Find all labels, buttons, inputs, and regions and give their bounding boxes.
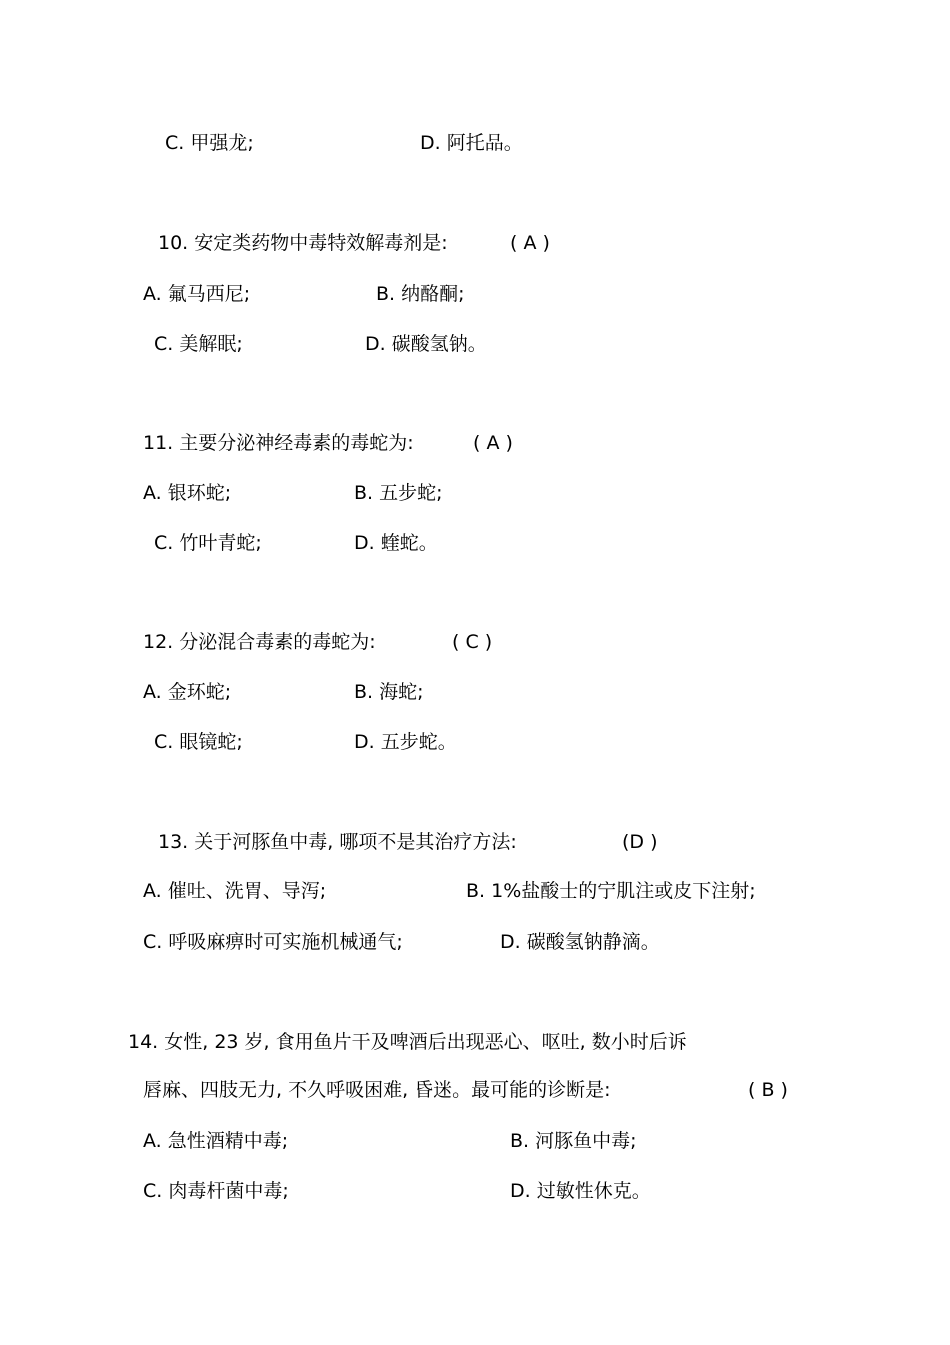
q12-opt-c: C. 眼镜蛇; bbox=[154, 731, 243, 753]
q14-opt-b: B. 河豚鱼中毒; bbox=[510, 1130, 637, 1152]
q13-opt-c: C. 呼吸麻痹时可实施机械通气; bbox=[143, 931, 403, 953]
q10-answer: ( A ) bbox=[510, 232, 550, 254]
q13-stem: 13. 关于河豚鱼中毒, 哪项不是其治疗方法: bbox=[158, 831, 517, 853]
q14-opt-a: A. 急性酒精中毒; bbox=[143, 1130, 289, 1152]
q12-opt-a: A. 金环蛇; bbox=[143, 681, 232, 703]
q10-opt-c: C. 美解眠; bbox=[154, 333, 243, 355]
q12-opt-d: D. 五步蛇。 bbox=[354, 731, 457, 753]
q9-opt-d: D. 阿托品。 bbox=[420, 132, 523, 154]
q10-opt-a: A. 氟马西尼; bbox=[143, 283, 251, 305]
q13-answer: (D ) bbox=[622, 831, 658, 853]
q10-opt-b: B. 纳酪酮; bbox=[376, 283, 465, 305]
q11-opt-c: C. 竹叶青蛇; bbox=[154, 532, 262, 554]
q13-opt-a: A. 催吐、洗胃、导泻; bbox=[143, 880, 327, 902]
q14-stem-line-1: 14. 女性, 23 岁, 食用鱼片干及啤酒后出现恶心、呕吐, 数小时后诉 bbox=[128, 1031, 687, 1053]
q10-opt-d: D. 碳酸氢钠。 bbox=[365, 333, 487, 355]
q11-opt-b: B. 五步蛇; bbox=[354, 482, 443, 504]
q13-opt-b: B. 1%盐酸士的宁肌注或皮下注射; bbox=[466, 880, 756, 902]
q11-answer: ( A ) bbox=[473, 432, 513, 454]
q12-stem: 12. 分泌混合毒素的毒蛇为: bbox=[143, 631, 376, 653]
q14-opt-c: C. 肉毒杆菌中毒; bbox=[143, 1180, 289, 1202]
q11-opt-d: D. 蝰蛇。 bbox=[354, 532, 438, 554]
q9-opt-c: C. 甲强龙; bbox=[165, 132, 254, 154]
q11-opt-a: A. 银环蛇; bbox=[143, 482, 232, 504]
q14-opt-d: D. 过敏性休克。 bbox=[510, 1180, 651, 1202]
q12-opt-b: B. 海蛇; bbox=[354, 681, 424, 703]
q14-answer: ( B ) bbox=[748, 1079, 788, 1101]
q13-opt-d: D. 碳酸氢钠静滴。 bbox=[500, 931, 660, 953]
q10-stem: 10. 安定类药物中毒特效解毒剂是: bbox=[158, 232, 448, 254]
q11-stem: 11. 主要分泌神经毒素的毒蛇为: bbox=[143, 432, 414, 454]
q12-answer: ( C ) bbox=[452, 631, 493, 653]
q14-stem-line-2: 唇麻、四肢无力, 不久呼吸困难, 昏迷。最可能的诊断是: bbox=[143, 1079, 611, 1101]
